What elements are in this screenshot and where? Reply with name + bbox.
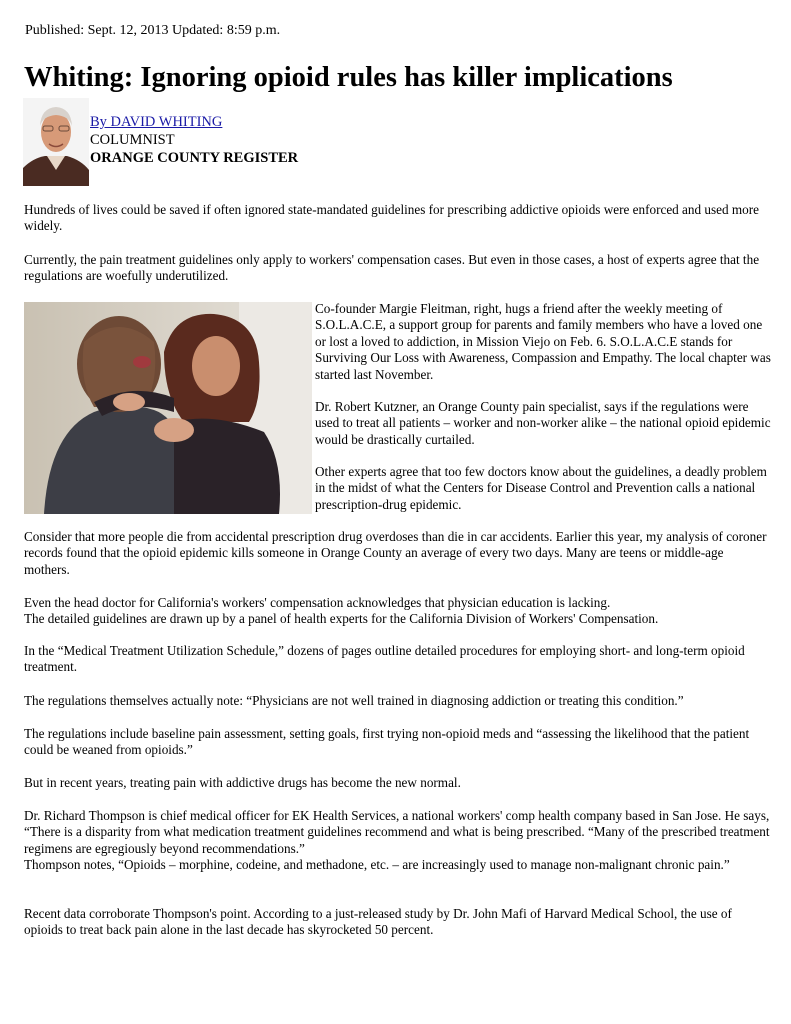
- paragraph-5: Consider that more people die from accidental prescription drug overdoses than die in car accidents. Earlier this year, my analysis of coroner records found that the opioid epidemic kills someone in Orange County an average of every two days. Many are teens or middle-age mothers.: [24, 529, 767, 577]
- published-date: Published: Sept. 12, 2013 Updated: 8:59 p.m.: [25, 23, 281, 38]
- paragraph-8: The regulations themselves actually note: “Physicians are not well trained in diagnosing addiction or treating this condition.”: [24, 693, 684, 708]
- article-headline: Whiting: Ignoring opioid rules has killer implications: [24, 62, 673, 93]
- paragraph-11-part-2: Thompson notes, “Opioids – morphine, codeine, and methadone, etc. – are increasingly used to manage non-malignant chronic pain.”: [24, 857, 730, 873]
- author-link[interactable]: By DAVID WHITING: [90, 114, 223, 130]
- paragraph-4: Other experts agree that too few doctors know about the guidelines, a deadly problem in the midst of what the Centers for Disease Control and Prevention calls a national prescription-drug epidemic.: [315, 464, 767, 512]
- byline: [90, 113, 298, 167]
- paragraph-2: Currently, the pain treatment guidelines only apply to workers' compensation cases. But even in those cases, a host of experts agree that the regulations are woefully underutilized.: [24, 252, 760, 284]
- author-photo: [23, 98, 89, 186]
- paragraph-3: Dr. Robert Kutzner, an Orange County pain specialist, says if the regulations were used to treat all patients – worker and non-worker alike – the national opioid epidemic would be drastically curtailed.: [315, 399, 771, 447]
- author-role: COLUMNIST: [90, 132, 175, 148]
- paragraph-11-part-1: Dr. Richard Thompson is chief medical officer for EK Health Services, a national workers' comp health company based in San Jose. He says, “There is a disparity from what medication treatment guidelines recommend and what is being prescribed. “Many of the prescribed treatment regimens are egregiously beyond recommendations.”: [24, 808, 770, 856]
- paragraph-6: [24, 595, 772, 628]
- author-outlet: ORANGE COUNTY REGISTER: [90, 150, 299, 166]
- paragraph-12: Recent data corroborate Thompson's point. According to a just-released study by Dr. John Mafi of Harvard Medical School, the use of opioids to treat back pain alone in the last decade has skyrocketed 50 percent.: [24, 906, 732, 938]
- photo-caption: Co-founder Margie Fleitman, right, hugs a friend after the weekly meeting of S.O.L.A.C.E, a support group for parents and family members who have a loved one or lost a loved to addiction, in Mission Viejo on Feb. 6. S.O.L.A.C.E stands for Surviving Our Loss with Awareness, Compassion and Empathy. The local chapter was started last November.: [315, 301, 771, 382]
- paragraph-9: The regulations include baseline pain assessment, setting goals, first trying non-opioid meds and “assessing the likelihood that the patient could be weaned from opioids.”: [24, 726, 750, 758]
- paragraph-6-line-1: Even the head doctor for California's workers' compensation acknowledges that physician education is lacking.: [24, 595, 611, 610]
- paragraph-10: But in recent years, treating pain with addictive drugs has become the new normal.: [24, 775, 461, 790]
- article-photo: [24, 302, 312, 514]
- paragraph-1: Hundreds of lives could be saved if often ignored state-mandated guidelines for prescribing addictive opioids were enforced and used more widely.: [24, 202, 759, 234]
- paragraph-6-line-2: The detailed guidelines are drawn up by a panel of health experts for the California Division of Workers' Compensation.: [24, 611, 659, 627]
- paragraph-11: [24, 808, 772, 874]
- paragraph-7: In the “Medical Treatment Utilization Schedule,” dozens of pages outline detailed procedures for employing short- and long-term opioid treatment.: [24, 643, 745, 675]
